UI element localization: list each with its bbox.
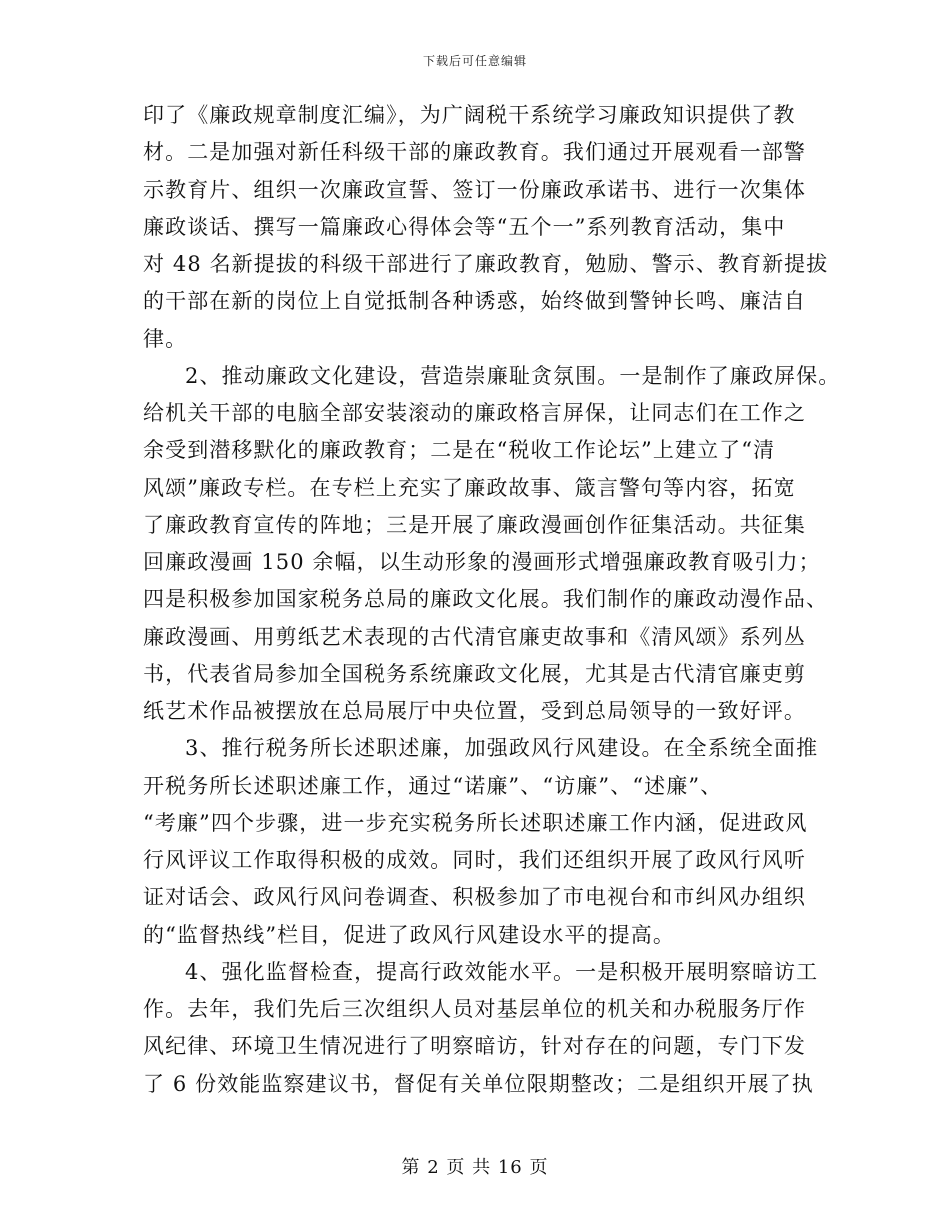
text-line: 余受到潜移默化的廉政教育；二是在“税收工作论坛”上建立了“清 [143,438,776,463]
text-line: 作。去年，我们先后三次组织人员对基层单位的机关和办税服务厅作 [143,997,806,1021]
text-line: “考廉”四个步骤，进一步充实税务所长述职述廉工作内涵，促进政风 [143,810,808,835]
page-header: 下载后可任意编辑 [422,54,527,68]
text-line: 的干部在新的岗位上自觉抵制各种诱惑，始终做到警钟长鸣、廉洁自 [143,289,806,314]
document-body [143,97,841,1103]
page-number-footer: 第 2 页 共 16 页 [401,1157,549,1178]
text-line: 书，代表省局参加全国税务系统廉政文化展，尤其是古代清官廉吏剪 [143,661,806,686]
text-line: 示教育片、组织一次廉政宣誓、签订一份廉政承诺书、进行一次集体 [143,177,806,202]
text-line: 了廉政教育宣传的阵地；三是开展了廉政漫画创作征集活动。共征集 [143,512,806,537]
paragraph-start-line: 2、推动廉政文化建设，营造崇廉耻贪氛围。一是制作了廉政屏保。 [185,363,841,388]
text-line: 了 6 份效能监察建议书，督促有关单位限期整改；二是组织开展了执 [143,1071,814,1096]
text-line: 风颂”廉政专栏。在专栏上充实了廉政故事、箴言警句等内容，拓宽 [143,475,796,500]
text-line: 律。 [143,326,188,351]
text-line: 的“监督热线”栏目，促进了政风行风建设水平的提高。 [143,922,675,947]
text-line: 回廉政漫画 150 余幅，以生动形象的漫画形式增强廉政教育吸引力； [143,550,821,574]
text-line: 印了《廉政规章制度汇编》，为广阔税干系统学习廉政知识提供了教 [143,103,796,127]
paragraph-start-line: 4、强化监督检查，提高行政效能水平。一是积极开展明察暗访工 [185,959,819,984]
text-line: 材。二是加强对新任科级干部的廉政教育。我们通过开展观看一部警 [143,140,806,165]
text-line: 行风评议工作取得积极的成效。同时，我们还组织开展了政风行风听 [143,848,806,872]
text-line: 给机关干部的电脑全部安装滚动的廉政格言屏保，让同志们在工作之 [143,401,806,425]
text-line: 开税务所长述职述廉工作，通过“诺廉”、“访廉”、“述廉”、 [143,773,723,798]
text-line: 四是积极参加国家税务总局的廉政文化展。我们制作的廉政动漫作品、 [143,587,829,612]
text-line: 证对话会、政风行风问卷调查、积极参加了市电视台和市纠风办组织 [143,885,806,910]
text-line: 对 48 名新提拔的科级干部进行了廉政教育，勉励、警示、教育新提拔 [143,252,829,276]
text-line: 风纪律、环境卫生情况进行了明察暗访，针对存在的问题，专门下发 [143,1034,806,1059]
text-line: 廉政谈话、撰写一篇廉政心得体会等“五个一”系列教育活动，集中 [143,214,786,239]
text-line: 廉政漫画、用剪纸艺术表现的古代清官廉吏故事和《清风颂》系列丛 [143,624,806,649]
text-line: 纸艺术作品被摆放在总局展厅中央位置，受到总局领导的一致好评。 [143,699,806,723]
paragraph-start-line: 3、推行税务所长述职述廉，加强政风行风建设。在全系统全面推 [185,736,819,761]
